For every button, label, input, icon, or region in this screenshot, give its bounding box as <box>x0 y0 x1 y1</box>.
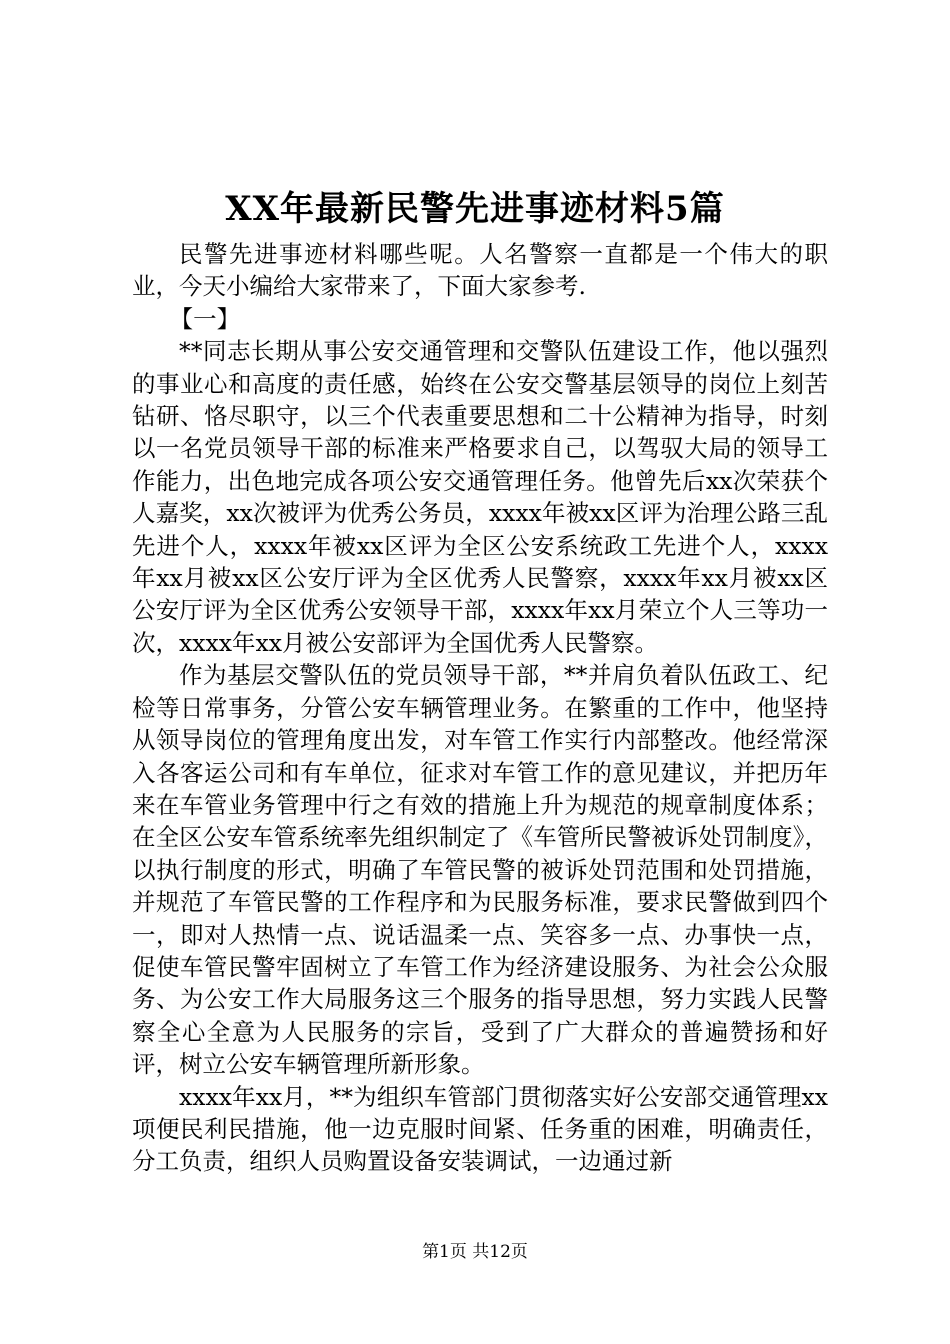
document-title: XX年最新民警先进事迹材料5篇 <box>225 189 725 229</box>
intro-paragraph: 民警先进事迹材料哪些呢。人名警察一直都是一个伟大的职业，今天小编给大家带来了，下面大家参考. <box>132 240 828 301</box>
section-heading: 【一】 <box>169 304 241 333</box>
body-paragraph-3: xxxx年xx月，**为组织车管部门贯彻落实好公安部交通管理xx项便民利民措施，他一边克服时间紧、任务重的困难，明确责任，分工负责，组织人员购置设备安装调试，一边通过新 <box>132 1082 828 1176</box>
body-paragraph-2: 作为基层交警队伍的党员领导干部，**并肩负着队伍政工、纪检等日常事务，分管公安车辆管理业务。在繁重的工作中，他坚持从领导岗位的管理角度出发，对车管工作实行内部整改。他经常深入各客运公司和有车单位，征求对车管工作的意见建议，并把历年来在车管业务管理中行之有效的措施上升为规范的规章制度体系；在全区公安车管系统率先组织制定了《车管所民警被诉处罚制度》，以执行制度的形式，明确了车管民警的被诉处罚范围和处罚措施，并规范了车管民警的工作程序和为民服务标准，要求民警做到四个一，即对人热情一点、说话温柔一点、笑容多一点、办事快一点，促使车管民警牢固树立了车管工作为经济建设服务、为社会公众服务、为公安工作大局服务这三个服务的指导思想，努力实践人民警察全心全意为人民服务的宗旨，受到了广大群众的普遍赞扬和好评，树立公安车辆管理所新形象。 <box>132 661 828 1079</box>
document-body <box>132 238 828 1178</box>
page-number-footer: 第1页 共12页 <box>422 1242 528 1262</box>
body-paragraph-1: **同志长期从事公安交通管理和交警队伍建设工作，他以强烈的事业心和高度的责任感，始终在公安交警基层领导的岗位上刻苦钻研、恪尽职守，以三个代表重要思想和二十公精神为指导，时刻以一名党员领导干部的标准来严格要求自己，以驾驭大局的领导工作能力，出色地完成各项公安交通管理任务。他曾先后xx次荣获个人嘉奖，xx次被评为优秀公务员，xxxx年被xx区评为治理公路三乱先进个人，xxxx年被xx区评为全区公安系统政工先进个人，xxxx年xx月被xx区公安厅评为全区优秀人民警察，xxxx年xx月被xx区公安厅评为全区优秀公安领导干部，xxxx年xx月荣立个人三等功一次，xxxx年xx月被公安部评为全国优秀人民警察。 <box>132 337 828 657</box>
